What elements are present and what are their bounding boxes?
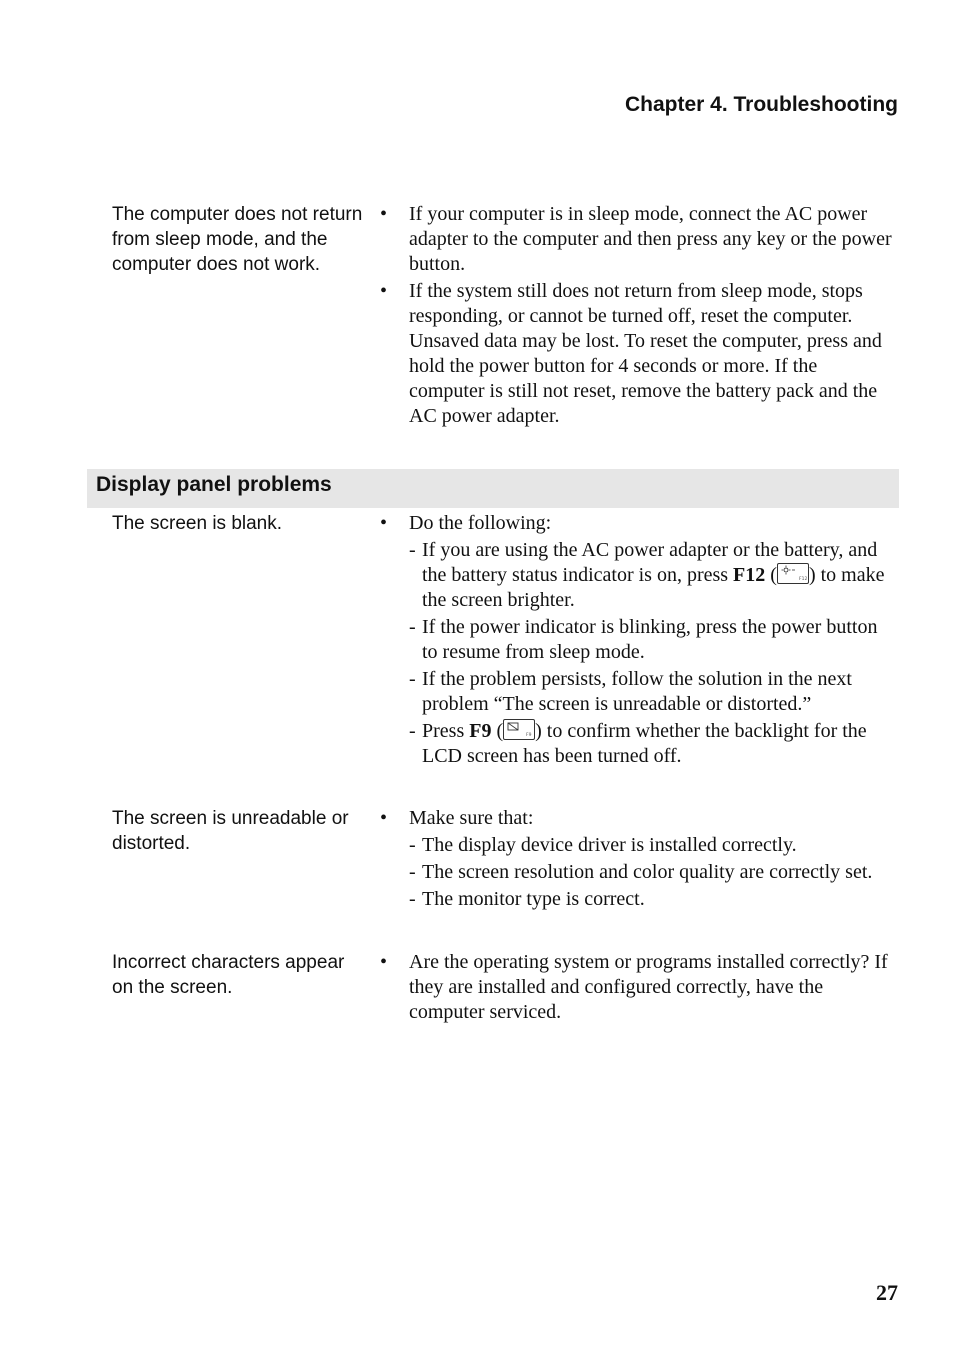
sub-list-item-text: The screen resolution and color quality are correctly set. bbox=[422, 861, 873, 883]
problem-sleep-mode: The computer does not return from sleep mode, and the computer does not work. bbox=[112, 204, 363, 275]
sub-list-item-text: The monitor type is correct. bbox=[422, 888, 645, 910]
solution-incorrect-characters bbox=[380, 950, 892, 1027]
dash-marker: - bbox=[409, 834, 416, 856]
backlight-off-key-icon bbox=[503, 719, 535, 740]
sub-list-item-text: If the problem persists, follow the solution in the next problem “The screen is unreadable or distorted.” bbox=[422, 668, 852, 715]
sub-list-item-text: Press F9 ( F9 ) to confirm whether the backlight for the LCD screen has been turned off. bbox=[422, 720, 867, 767]
page-number: 27 bbox=[876, 1280, 898, 1305]
list-item-text: Do the following: bbox=[409, 512, 552, 534]
svg-text:F9: F9 bbox=[526, 733, 532, 738]
section-title: Display panel problems bbox=[96, 473, 332, 496]
dash-marker: - bbox=[409, 616, 416, 638]
solution-screen-distorted bbox=[380, 806, 892, 914]
list-item bbox=[380, 511, 892, 769]
chapter-header: Chapter 4. Troubleshooting bbox=[624, 93, 898, 116]
bullet-marker: • bbox=[380, 512, 388, 534]
list-item-text: If your computer is in sleep mode, connect the AC power adapter to the computer and then press any key or the power button. bbox=[409, 203, 892, 275]
dash-marker: - bbox=[409, 861, 416, 883]
list-item bbox=[380, 806, 892, 912]
key-name-f9: F9 bbox=[469, 720, 492, 742]
problem-screen-distorted: The screen is unreadable or distorted. bbox=[112, 808, 349, 854]
sub-list-item-text: If the power indicator is blinking, press the power button to resume from sleep mode. bbox=[422, 616, 878, 663]
list-item-text: Make sure that: bbox=[409, 807, 534, 829]
list-item-text: Are the operating system or programs installed correctly? If they are installed and configured correctly, have the computer serviced. bbox=[409, 951, 888, 1023]
problem-incorrect-characters: Incorrect characters appear on the screen. bbox=[112, 952, 345, 998]
dash-marker: - bbox=[409, 668, 416, 690]
bullet-marker: • bbox=[380, 807, 388, 829]
dash-marker: - bbox=[409, 720, 416, 742]
solution-screen-blank bbox=[380, 511, 892, 771]
bullet-marker: • bbox=[380, 951, 388, 973]
sub-list-item bbox=[409, 538, 892, 613]
dash-marker: - bbox=[409, 888, 416, 910]
sub-list-item bbox=[409, 615, 892, 665]
sub-list-item-text: If you are using the AC power adapter or the battery, and the battery status indicator is on, press F12 ( F12 ) to make the screen brighter. bbox=[422, 539, 885, 611]
solution-sleep-mode bbox=[380, 202, 892, 431]
list-item-text: If the system still does not return from sleep mode, stops responding, or cannot be turned off, reset the computer. Unsaved data may be lost. To reset the computer, press and hold the power button for 4 seconds or more. If the computer is still not reset, remove the battery pack and the AC power adapter. bbox=[409, 280, 882, 427]
section-header bbox=[87, 469, 899, 508]
sub-list-item bbox=[409, 719, 892, 769]
sub-list-item bbox=[409, 860, 892, 885]
sub-list-item-text: The display device driver is installed correctly. bbox=[422, 834, 797, 856]
list-item bbox=[380, 202, 892, 277]
bullet-marker: • bbox=[380, 203, 388, 225]
dash-marker: - bbox=[409, 539, 416, 561]
list-item bbox=[380, 950, 892, 1025]
sub-list-item bbox=[409, 887, 892, 912]
key-name-f12: F12 bbox=[733, 564, 766, 586]
list-item bbox=[380, 279, 892, 429]
problem-screen-blank: The screen is blank. bbox=[112, 513, 283, 534]
sub-list-item bbox=[409, 667, 892, 717]
sub-list-item bbox=[409, 833, 892, 858]
svg-text:F12: F12 bbox=[798, 577, 808, 582]
bullet-marker: • bbox=[380, 280, 388, 302]
brightness-up-key-icon bbox=[777, 563, 809, 584]
